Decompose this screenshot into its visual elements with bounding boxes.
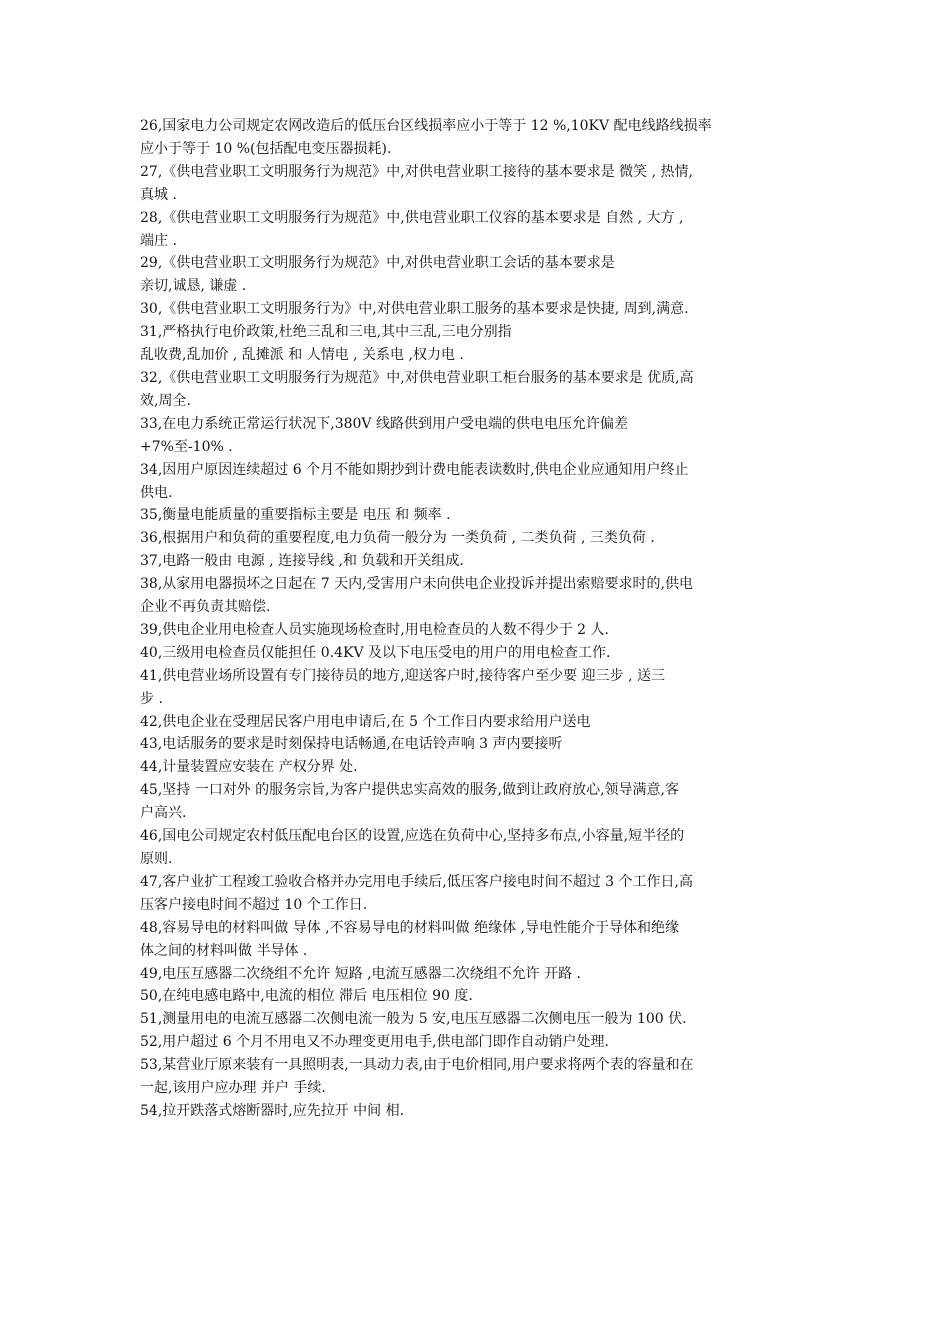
text-line: 体之间的材料叫做 半导体 .	[140, 942, 308, 959]
text-line: 47,客户业扩工程竣工验收合格并办完用电手续后,低压客户接电时间不超过 3 个工作日,高	[140, 873, 693, 890]
text-line: 户高兴.	[140, 805, 187, 822]
text-line: 51,测量用电的电流互感器二次侧电流一般为 5 安,电压互感器二次侧电压一般为 100 伏.	[140, 1011, 687, 1028]
text-line: 41,供电营业场所设置有专门接待员的地方,迎送客户时,接待客户至少要 迎三步 , 送三	[140, 667, 665, 684]
text-line: 压客户接电时间不超过 10 个工作日.	[140, 896, 368, 913]
text-line: 效,周全.	[140, 392, 191, 409]
text-line: 应小于等于 10 %(包括配电变压器损耗).	[140, 140, 392, 157]
text-line: 37,电路一般由 电源 , 连接导线 ,和 负载和开关组成.	[140, 553, 464, 570]
text-line: 企业不再负责其赔偿.	[140, 599, 271, 616]
text-line: 步 .	[140, 690, 163, 707]
text-line: 35,衡量电能质量的重要指标主要是 电压 和 频率 .	[140, 507, 451, 524]
text-line: 39,供电企业用电检查人员实施现场检查时,用电检查员的人数不得少于 2 人.	[140, 621, 609, 638]
text-line: 亲切,诚恳, 谦虚 .	[140, 278, 247, 295]
text-line: 53,某营业厅原来装有一具照明表,一具动力表,由于电价相同,用户要求将两个表的容量和在	[140, 1057, 694, 1074]
text-line: 乱收费,乱加价 , 乱摊派 和 人情电 , 关系电 ,权力电 .	[140, 347, 464, 364]
text-line: 43,电话服务的要求是时刻保持电话畅通,在电话铃声响 3 声内要接听	[140, 736, 563, 753]
text-line: 54,拉开跌落式熔断器时,应先拉开 中间 相.	[140, 1102, 405, 1119]
text-line: 45,坚持 一口对外 的服务宗旨,为客户提供忠实高效的服务,做到让政府放心,领导满意,客	[140, 782, 679, 799]
text-line: 38,从家用电器损坏之日起在 7 天内,受害用户未向供电企业投诉并提出索赔要求时的,供电	[140, 576, 693, 593]
text-line: 50,在纯电感电路中,电流的相位 滞后 电压相位 90 度.	[140, 988, 473, 1005]
text-line: +7%至-10% .	[140, 438, 233, 455]
text-line: 46,国电公司规定农村低压配电台区的设置,应选在负荷中心,坚持多布点,小容量,短半径的	[140, 828, 685, 845]
text-line: 48,容易导电的材料叫做 导体 ,不容易导电的材料叫做 绝缘体 ,导电性能介于导体和绝缘	[140, 919, 679, 936]
text-line: 供电.	[140, 484, 173, 501]
text-line: 26,国家电力公司规定农网改造后的低压台区线损率应小于等于 12 %,10KV 配电线路线损率	[140, 118, 712, 134]
text-line: 34,因用户原因连续超过 6 个月不能如期抄到计费电能表读数时,供电企业应通知用户终止	[140, 461, 689, 478]
text-line: 27,《供电营业职工文明服务行为规范》中,对供电营业职工接待的基本要求是 微笑 , 热情,	[140, 163, 693, 180]
document-body	[140, 115, 815, 1123]
text-line: 32,《供电营业职工文明服务行为规范》中,对供电营业职工柜台服务的基本要求是 优质,高	[140, 369, 694, 386]
text-line: 40,三级用电检查员仅能担任 0.4KV 及以下电压受电的用户的用电检查工作.	[140, 644, 611, 661]
text-line: 44,计量装置应安装在 产权分界 处.	[140, 759, 358, 776]
text-line: 42,供电企业在受理居民客户用电申请后,在 5 个工作日内要求给用户送电	[140, 713, 591, 730]
text-line: 33,在电力系统正常运行状况下,380V 线路供到用户受电端的供电电压允许偏差	[140, 415, 628, 432]
text-line: 52,用户超过 6 个月不用电又不办理变更用电手,供电部门即作自动销户处理.	[140, 1034, 609, 1051]
text-line: 真城 .	[140, 186, 177, 203]
text-line: 28,《供电营业职工文明服务行为规范》中,供电营业职工仪容的基本要求是 自然 , 大方 ,	[140, 209, 684, 226]
text-line: 49,电压互感器二次绕组不允许 短路 ,电流互感器二次绕组不允许 开路 .	[140, 965, 581, 982]
text-line: 一起,该用户应办理 并户 手续.	[140, 1080, 326, 1097]
text-line: 31,严格执行电价政策,杜绝三乱和三电,其中三乱,三电分别指	[140, 324, 512, 341]
text-line: 端庄 .	[140, 232, 177, 249]
text-line: 29,《供电营业职工文明服务行为规范》中,对供电营业职工会话的基本要求是	[140, 255, 615, 272]
text-line: 36,根据用户和负荷的重要程度,电力负荷一般分为 一类负荷 , 二类负荷 , 三类负荷 .	[140, 530, 655, 547]
text-line: 30,《供电营业职工文明服务行为》中,对供电营业职工服务的基本要求是快捷, 周到,满意.	[140, 301, 689, 318]
text-line: 原则.	[140, 851, 173, 867]
